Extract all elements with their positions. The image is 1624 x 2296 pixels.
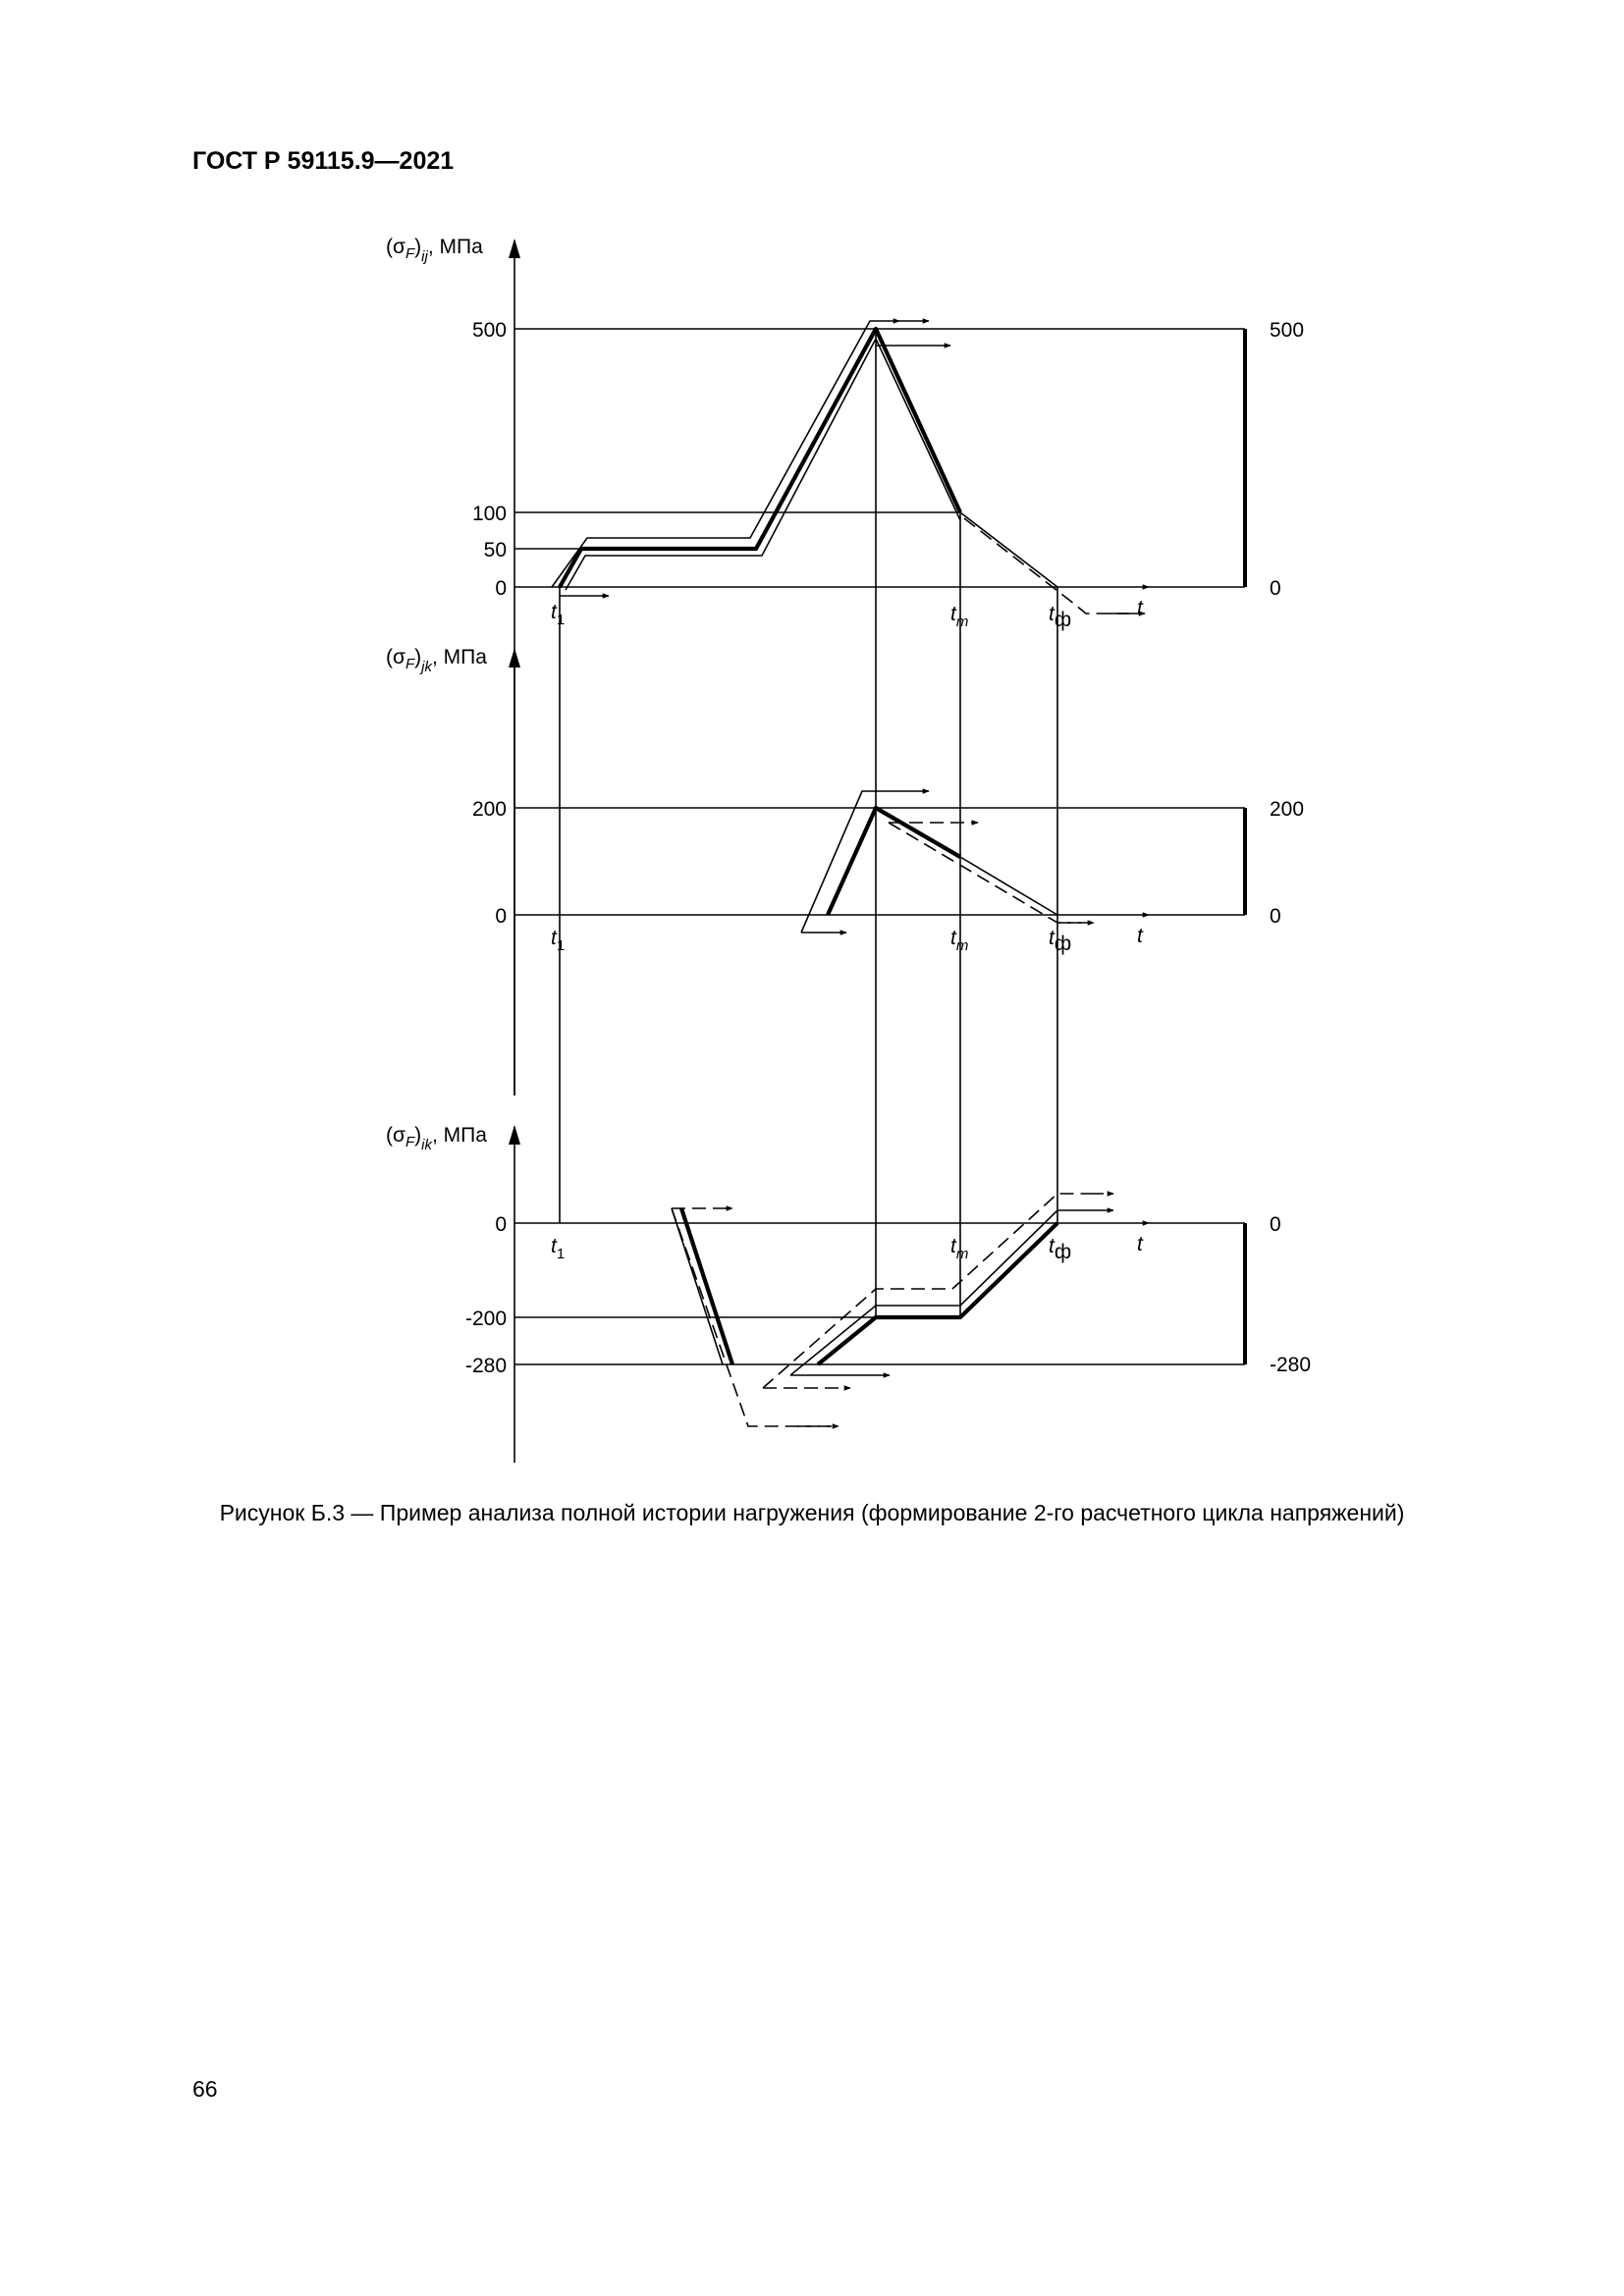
range-label-top: 500: [1270, 319, 1305, 342]
tick-label-200: 200: [471, 798, 507, 821]
page-number: 66: [192, 2076, 218, 2102]
marker-label-tm: $t_m$: [950, 927, 969, 954]
tick-label-minus-200: -200: [464, 1308, 507, 1330]
figure-caption: Рисунок Б.3 — Пример анализа полной истории нагружения (формирование 2-го расчетного цикла напряжений): [219, 1500, 1405, 1525]
descent-thick: [681, 1208, 732, 1364]
range-label-top: 0: [1270, 1213, 1281, 1236]
time-axis-label: t: [1137, 597, 1143, 619]
y-axis-label: $(\sigma_F)_{ik}$, МПа: [386, 1124, 487, 1153]
lower-envelope: [566, 339, 960, 590]
marker-label-tm: $t_m$: [950, 1235, 969, 1262]
range-label-bottom: 0: [1270, 577, 1281, 600]
tick-label-100: 100: [471, 503, 507, 525]
range-label-bottom: -280: [1270, 1354, 1312, 1376]
decay-thin: [960, 512, 1057, 587]
y-axis-label: $(\sigma_F)_{jk}$, МПа: [386, 646, 487, 675]
panel-ij: [386, 236, 1304, 1095]
tick-label-500: 500: [471, 319, 507, 342]
panel-jk: [386, 646, 1304, 1095]
decay-thin: [960, 857, 1057, 915]
y-axis-label: $(\sigma_F)_{ij}$, МПа: [386, 236, 483, 265]
marker-label-tf: tф: [1049, 1235, 1072, 1263]
marker-label-tf: tф: [1049, 927, 1072, 955]
rise-thick: [818, 1223, 1057, 1364]
marker-label-t1: $t_1$: [551, 927, 566, 954]
tick-label-50: 50: [483, 539, 507, 561]
tick-label-0: 0: [495, 1213, 507, 1236]
tick-label-0: 0: [495, 577, 507, 600]
marker-label-tm: $t_m$: [950, 603, 969, 630]
document-header: ГОСТ Р 59115.9—2021: [192, 147, 455, 175]
marker-label-t1: $t_1$: [551, 1235, 566, 1262]
marker-label-t1: $t_1$: [551, 601, 566, 628]
range-label-top: 200: [1270, 798, 1305, 821]
range-label-bottom: 0: [1270, 905, 1281, 928]
decay-dashed: [964, 518, 1129, 614]
panel-ik: [386, 1124, 1311, 1463]
time-axis-label: t: [1137, 1233, 1143, 1255]
tick-label-0: 0: [495, 905, 507, 928]
marker-label-tf: tф: [1049, 603, 1072, 631]
time-axis-label: t: [1137, 925, 1143, 947]
stress-history-thick: [560, 329, 960, 587]
tick-label-minus-280: -280: [464, 1355, 507, 1377]
